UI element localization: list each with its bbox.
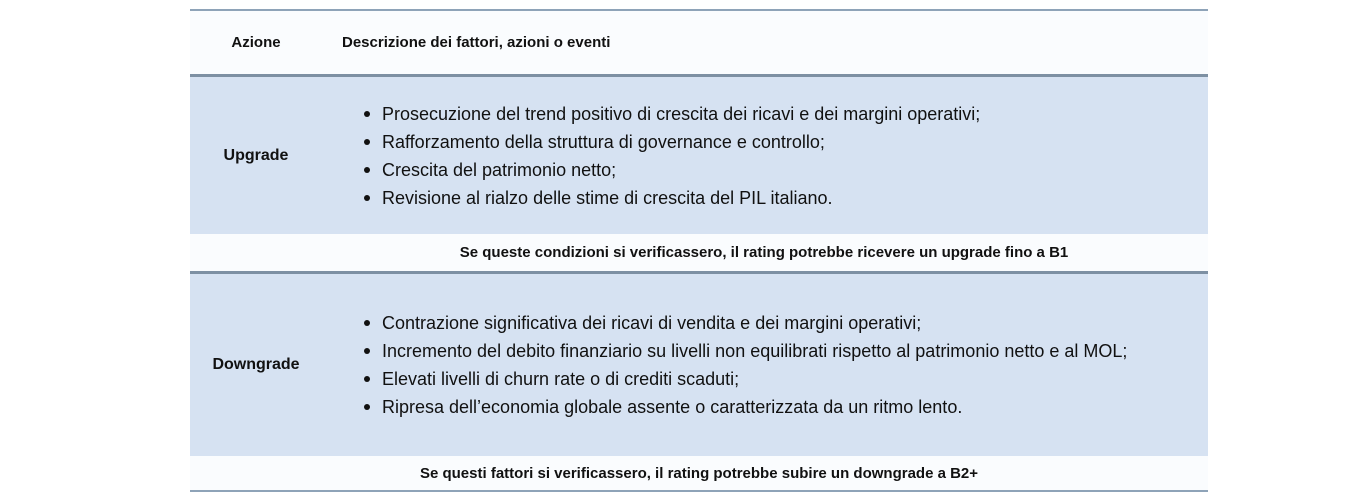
- upgrade-list: [342, 100, 1208, 212]
- upgrade-description: [322, 100, 1208, 212]
- downgrade-conclusion: Se questi fattori si verificassero, il rating potrebbe subire un downgrade a B2+: [190, 456, 1208, 490]
- bullet-icon: [364, 167, 370, 173]
- bullet-icon: [364, 139, 370, 145]
- upgrade-action: Upgrade: [223, 146, 289, 164]
- list-item: Rafforzamento della struttura di governance e controllo;: [362, 128, 1208, 156]
- table-header: [190, 11, 1208, 74]
- bullet-icon: [364, 348, 370, 354]
- list-item: Incremento del debito finanziario su livelli non equilibrati rispetto al patrimonio netto e al MOL;: [362, 337, 1208, 365]
- rating-factors-table: [190, 9, 1208, 492]
- downgrade-list: [342, 309, 1208, 421]
- bullet-icon: [364, 195, 370, 201]
- list-item: Contrazione significativa dei ricavi di vendita e dei margini operativi;: [362, 309, 1208, 337]
- bullet-icon: [364, 320, 370, 326]
- header-description: Descrizione dei fattori, azioni o eventi: [342, 34, 611, 51]
- bullet-icon: [364, 404, 370, 410]
- list-item: Ripresa dell’economia globale assente o caratterizzata da un ritmo lento.: [362, 393, 1208, 421]
- list-item: Revisione al rialzo delle stime di crescita del PIL italiano.: [362, 184, 1208, 212]
- list-item: Elevati livelli di churn rate o di crediti scaduti;: [362, 365, 1208, 393]
- downgrade-description: [322, 309, 1208, 421]
- bullet-icon: [364, 111, 370, 117]
- upgrade-row: [190, 77, 1208, 234]
- upgrade-conclusion: Se queste condizioni si verificassero, il rating potrebbe ricevere un upgrade fino a B1: [190, 234, 1208, 271]
- bullet-icon: [364, 376, 370, 382]
- header-action: Azione: [231, 34, 281, 51]
- downgrade-action: Downgrade: [212, 356, 300, 373]
- bottom-rule: [190, 490, 1208, 492]
- list-item: Crescita del patrimonio netto;: [362, 156, 1208, 184]
- downgrade-row: [190, 274, 1208, 456]
- list-item: Prosecuzione del trend positivo di crescita dei ricavi e dei margini operativi;: [362, 100, 1208, 128]
